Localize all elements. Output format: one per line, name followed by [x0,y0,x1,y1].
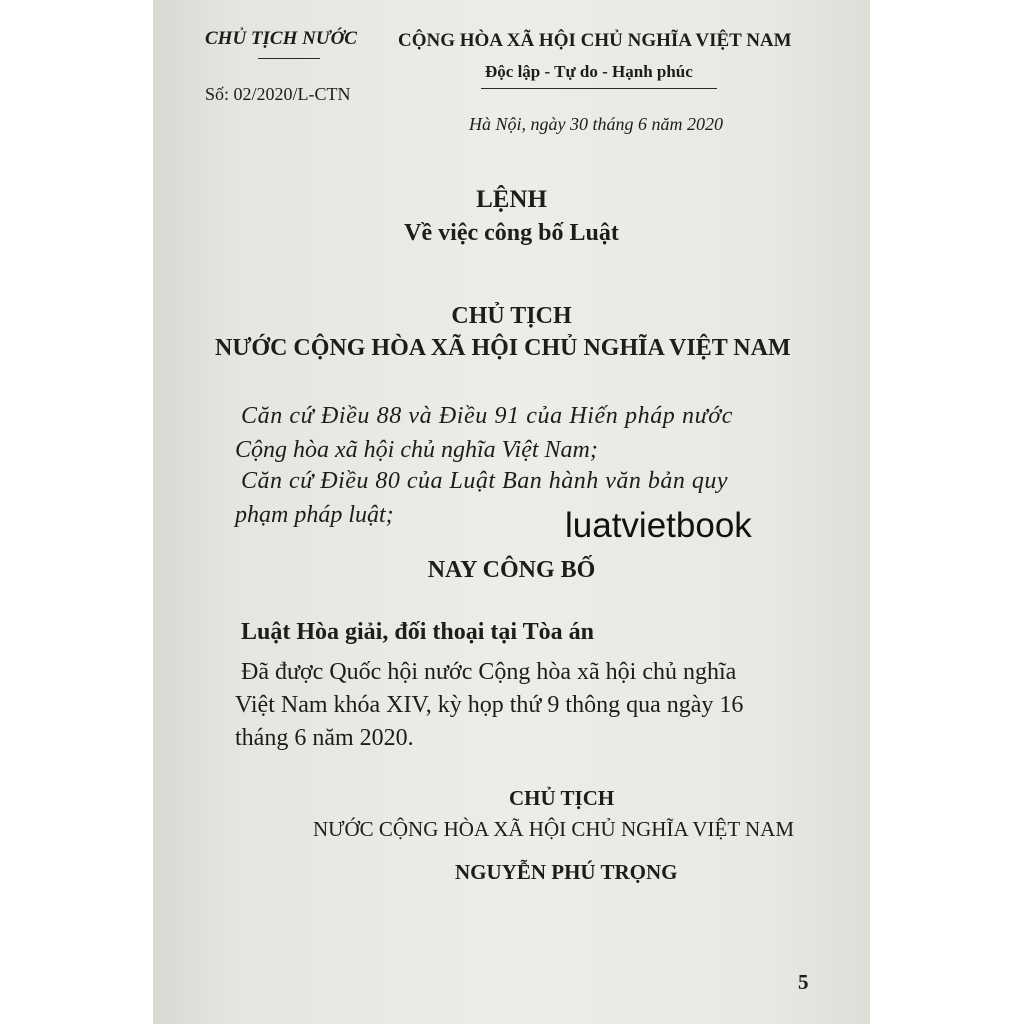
passage-line: tháng 6 năm 2020. [235,725,414,751]
book-page [153,0,870,1024]
basis-line: Căn cứ Điều 80 của Luật Ban hành văn bản quy [241,468,729,494]
country-name: CỘNG HÒA XÃ HỘI CHỦ NGHĨA VIỆT NAM [398,30,792,51]
document-subtitle: Về việc công bố Luật [404,220,619,246]
signature-country: NƯỚC CỘNG HÒA XÃ HỘI CHỦ NGHĨA VIỆT NAM [313,817,795,841]
basis-line: Căn cứ Điều 88 và Điều 91 của Hiến pháp nước [241,403,733,429]
place-and-date: Hà Nội, ngày 30 tháng 6 năm 2020 [469,114,723,134]
doc-number: Số: 02/2020/L-CTN [205,84,351,104]
watermark-text: luatvietbook [565,506,752,545]
basis-line: phạm pháp luật; [235,502,394,528]
page-number: 5 [798,970,809,994]
authority-title: CHỦ TỊCH [451,303,572,329]
national-motto: Độc lập - Tự do - Hạnh phúc [485,62,693,81]
issuer-label: CHỦ TỊCH NƯỚC [205,28,357,49]
basis-line: Cộng hòa xã hội chủ nghĩa Việt Nam; [235,437,598,463]
document-title: LỆNH [476,186,547,213]
passage-line: Việt Nam khóa XIV, kỳ họp thứ 9 thông qua ngày 16 [235,692,744,718]
law-name: Luật Hòa giải, đối thoại tại Tòa án [241,619,594,645]
motto-underline [481,88,717,89]
proclamation-heading: NAY CÔNG BỐ [427,557,596,583]
passage-line: Đã được Quốc hội nước Cộng hòa xã hội chủ nghĩa [241,659,737,685]
signature-title: CHỦ TỊCH [509,786,615,810]
issuer-underline [258,58,320,59]
authority-country: NƯỚC CỘNG HÒA XÃ HỘI CHỦ NGHĨA VIỆT NAM [215,335,791,361]
signatory-name: NGUYỄN PHÚ TRỌNG [455,860,678,884]
